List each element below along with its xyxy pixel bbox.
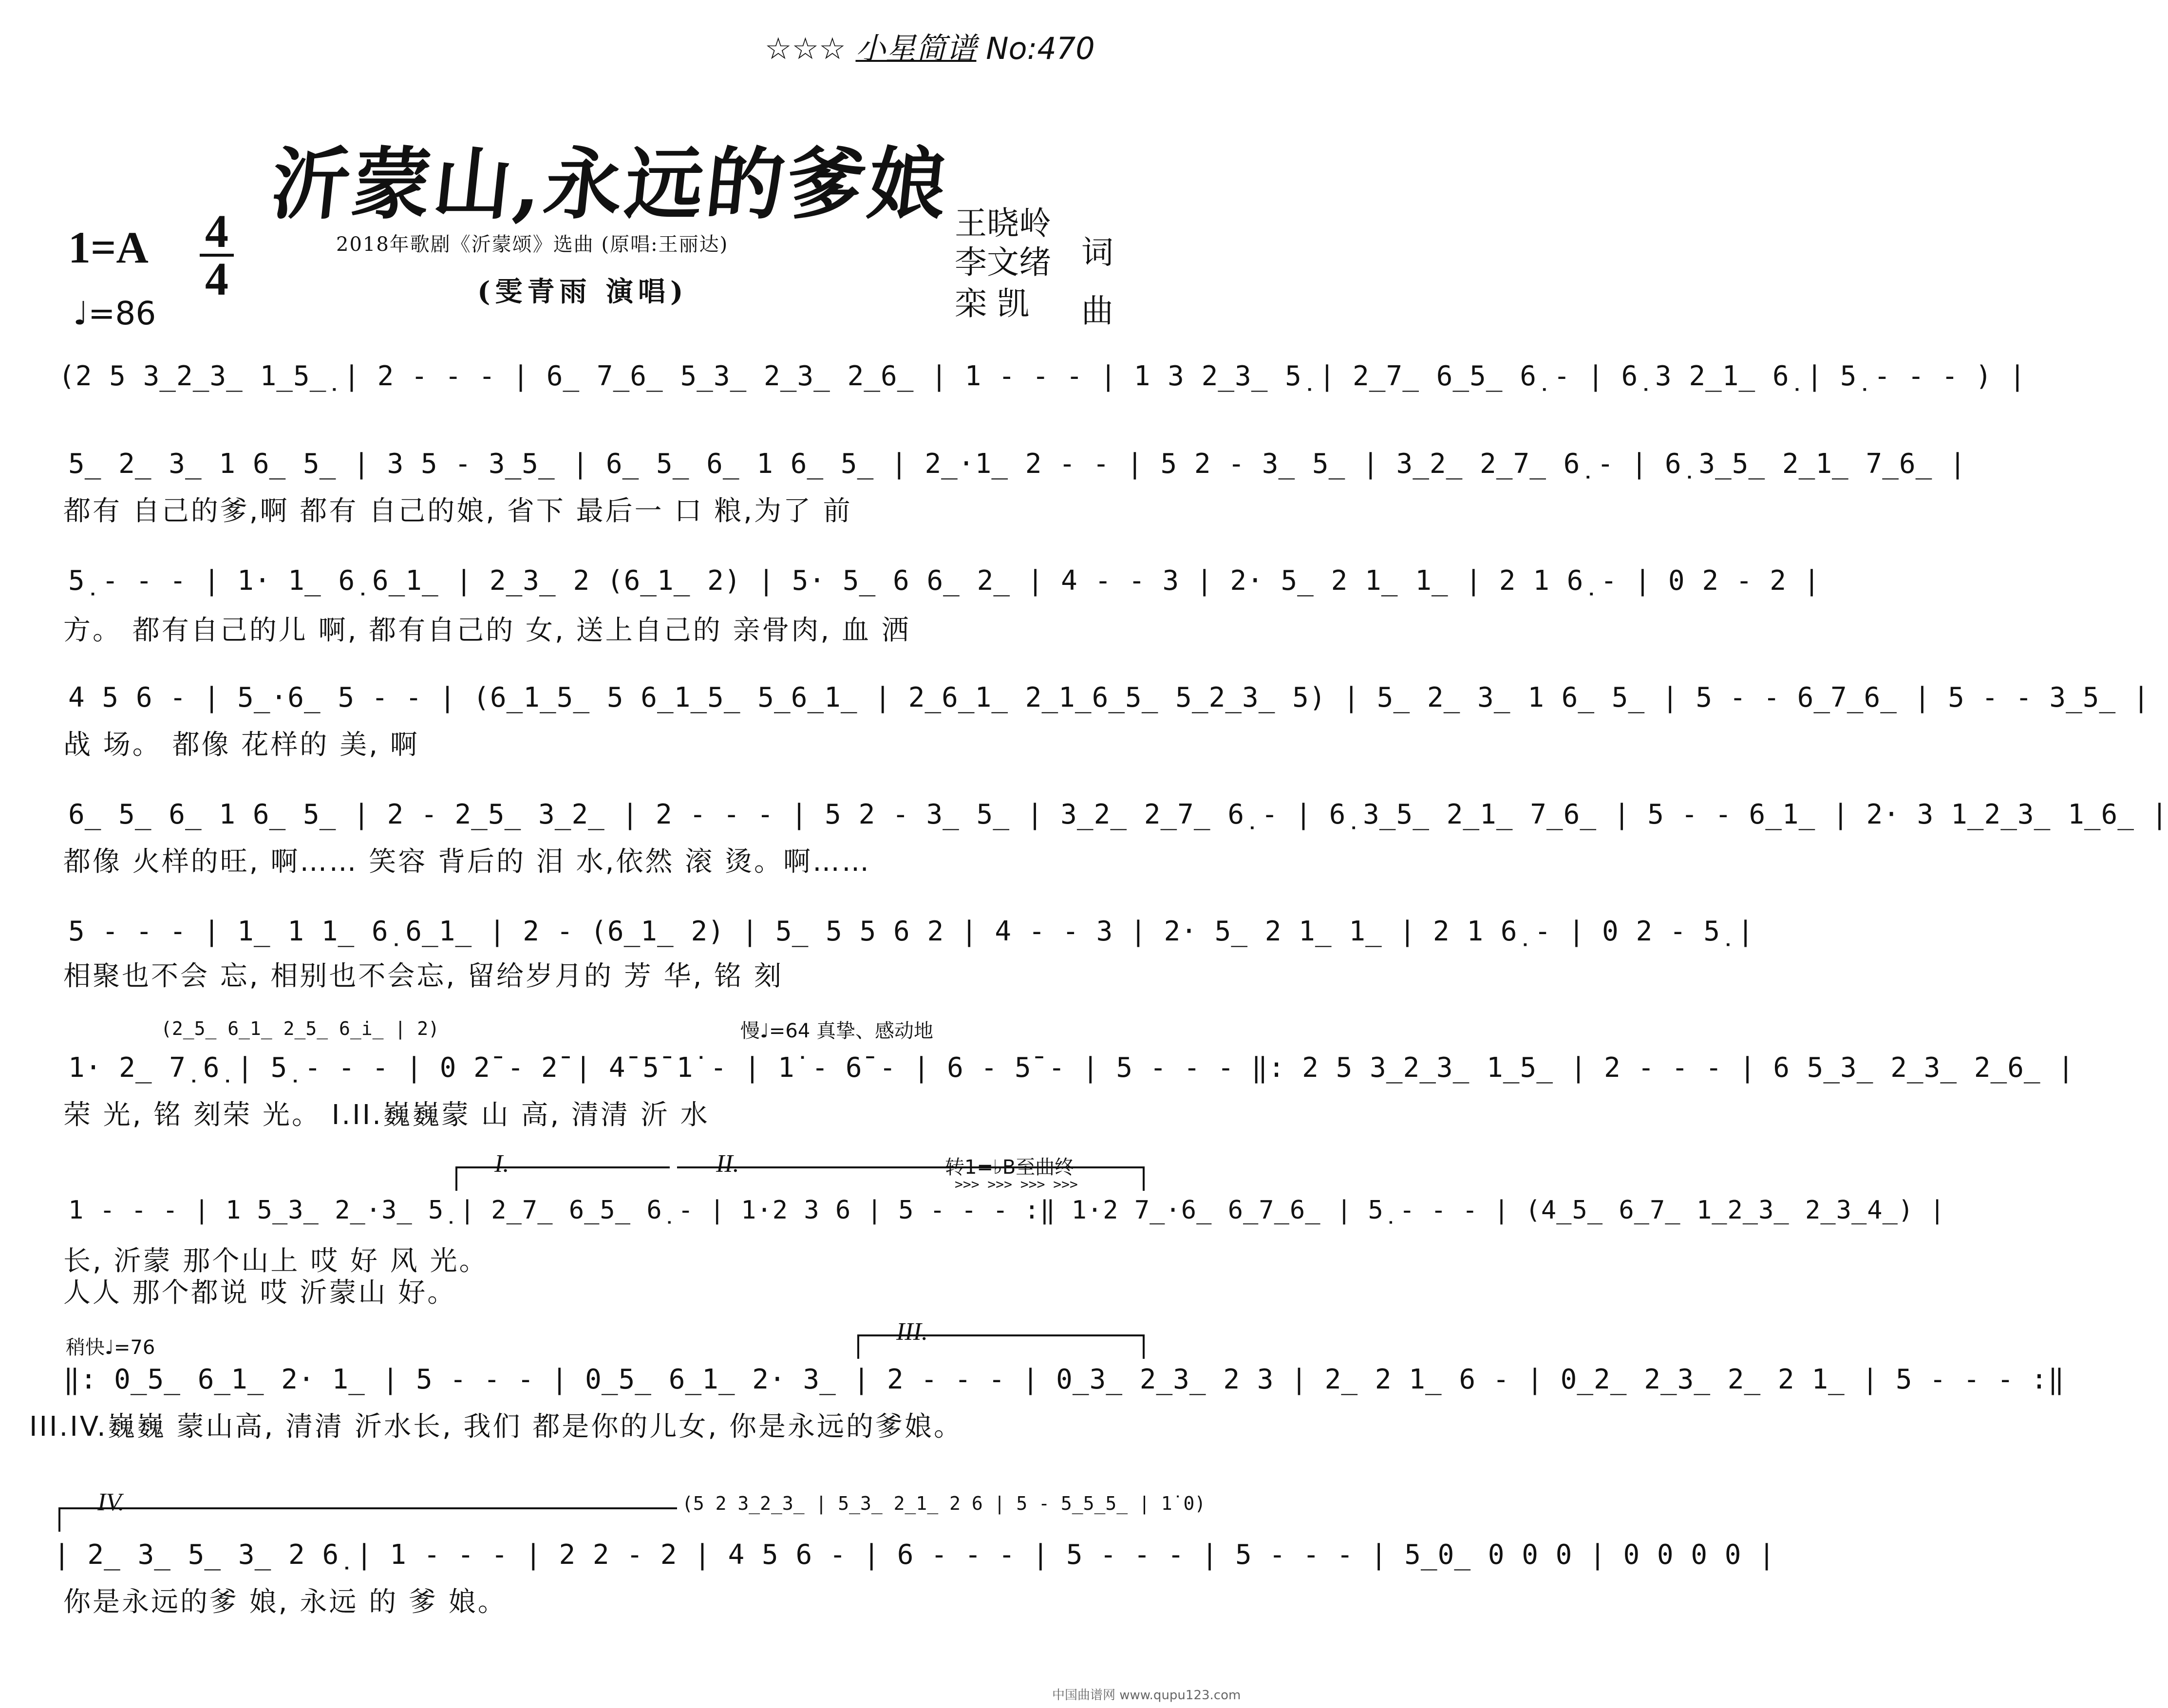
ending-label-3: III. xyxy=(896,1318,928,1346)
ending-bracket-4 xyxy=(58,1507,677,1509)
ending-bracket-1-start xyxy=(455,1166,457,1191)
lyric-line-10: 你是永远的爹 娘, 永远 的 爹 娘。 xyxy=(63,1586,507,1618)
lyric-line-3: 方。 都有自己的儿 啊, 都有自己的 女, 送上自己的 亲骨肉, 血 洒 xyxy=(63,615,911,646)
composer: 栾 凯 xyxy=(955,285,1029,322)
lyricist-role: 词 xyxy=(1081,234,1113,271)
brand-header xyxy=(765,24,1095,68)
ending-bracket-2 xyxy=(677,1166,1145,1168)
lyric-line-7: 荣 光, 铭 刻荣 光。 I.II.巍巍蒙 山 高, 清清 沂 水 xyxy=(63,1099,710,1131)
accent-marks: >>> >>> >>> >>> xyxy=(955,1176,1078,1192)
notation-line-8: 1 - - - | 1 5̲3̲ 2̲·3̲ 5̣ | 2̲7̲ 6̲5̲ 6̣ - | 1·2 3 6 | 5 - - - :‖ 1·2 7̲·6̲ 6̲7̲6̲ | 5̣ - - - | (4̲5̲ 6̲7̲ 1̲2̲3̲ 2̲3̲4̲) | xyxy=(68,1196,1945,1225)
lyric-line-8b: 人人 那个都说 哎 沂蒙山 好。 xyxy=(63,1277,457,1309)
lyric-line-8a: 长, 沂蒙 那个山上 哎 好 风 光。 xyxy=(63,1245,489,1277)
lyric-line-5: 都像 火样的旺, 啊…… 笑容 背后的 泪 水,依然 滚 烫。啊…… xyxy=(63,846,871,878)
lyric-line-9: III.IV.巍巍 蒙山高, 清清 沂水长, 我们 都是你的儿女, 你是永远的爹娘。 xyxy=(29,1411,963,1443)
ending-label-1: I. xyxy=(494,1150,509,1178)
ending-bracket-3-end xyxy=(1143,1334,1145,1359)
lyric-line-4: 战 场。 都像 花样的 美, 啊 xyxy=(63,729,419,761)
lyricist-1: 王晓岭 xyxy=(955,205,1051,242)
song-title: 沂蒙山,永远的爹娘 xyxy=(267,138,954,230)
modulation-marking: 转1=♭B至曲终 xyxy=(945,1156,1075,1179)
grace-note-group-10: (5 2 3̲2̲3̲ | 5̲3̲ 2̲1̲ 2 6 | 5 - 5̲5̲5̲ | 1̇ 0) xyxy=(682,1493,1206,1514)
lyric-line-6: 相聚也不会 忘, 相别也不会忘, 留给岁月的 芳 华, 铭 刻 xyxy=(63,960,784,992)
notation-line-1: (2 5 3̲2̲3̲ 1̲5̲̣ | 2 - - - | 6̲ 7̲6̲ 5̲3̲ 2̲3̲ 2̲6̲ | 1 - - - | 1 3 2̲3̲ 5̣ | 2̲7̲ 6̲5̲ 6̣ - | 6̣ 3 2̲1̲ 6̣ | 5̣ - - - ) | xyxy=(58,360,2026,392)
ending-bracket-1 xyxy=(455,1166,670,1168)
ending-bracket-2-end xyxy=(1143,1166,1145,1191)
score-number: No:470 xyxy=(986,31,1095,66)
key-signature: 1=A xyxy=(68,223,149,272)
notation-line-10: | 2̲ 3̲ 5̲ 3̲ 2 6̣ | 1 - - - | 2 2 - 2 | 4 5 6 - | 6 - - - | 5 - - - | 5 - - - | 5̲0̲ 0 0 0 | 0 0 0 0 | xyxy=(54,1539,1775,1571)
singer-credit: (雯青雨 演唱) xyxy=(477,276,688,308)
tempo-slow-marking: 慢♩=64 真挚、感动地 xyxy=(740,1020,933,1042)
notation-line-4: 4 5 6 - | 5̲·6̲ 5 - - | (6̲1̲5̲ 5 6̲1̲5̲ 5̲6̲1̲ | 2̲6̲1̲ 2̲1̲6̲5̲ 5̲2̲3̲ 5) | 5̲ 2̲ 3̲ 1 6̲ 5̲ | 5 - - 6̲7̲6̲ | 5 - - 3̲5̲ | xyxy=(68,682,2150,713)
notation-line-5: 6̲ 5̲ 6̲ 1 6̲ 5̲ | 2 - 2̲5̲ 3̲2̲ | 2 - - - | 5 2 - 3̲ 5̲ | 3̲2̲ 2̲7̲ 6̣ - | 6̣ 3̲5̲ 2̲1̲ 7̲6̲ | 5 - - 6̲1̲ | 2· 3 1̲2̲3̲ 1̲6̲ | xyxy=(68,799,2168,830)
ending-label-4: IV. xyxy=(97,1488,125,1516)
lyric-line-2: 都有 自己的爹,啊 都有 自己的娘, 省下 最后一 口 粮,为了 前 xyxy=(63,495,852,527)
tempo-fast-marking: 稍快♩=76 xyxy=(66,1336,155,1359)
notation-line-7: 1· 2̲ 7̣ 6̣ | 5̣ - - - | 0 2̄ - 2̄ | 4̄ 5̄ 1̇ - | 1̇ - 6̄ - | 6 - 5̄ - | 5 - - - ‖: 2 5 3̲2̲3̲ 1̲5̲ | 2 - - - | 6 5̲3̲ 2̲3̲ 2̲6̲ | xyxy=(68,1052,2075,1084)
notation-line-6: 5 - - - | 1̲ 1 1̲ 6̣ 6̲1̲ | 2 - (6̲1̲ 2) | 5̲ 5 5 6 2 | 4 - - 3 | 2· 5̲ 2 1̲ 1̲ | 2 1 6̣ - | 0 2 - 5̣ | xyxy=(68,916,1754,947)
notation-line-9: ‖: 0̲5̲ 6̲1̲ 2· 1̲ | 5 - - - | 0̲5̲ 6̲1̲ 2· 3̲ | 2 - - - | 0̲3̲ 2̲3̲ 2 3 | 2̲ 2 1̲ 6 - | 0̲2̲ 2̲3̲ 2̲ 2 1̲ | 5 - - - :‖ xyxy=(63,1364,2065,1395)
notation-line-3: 5̣ - - - | 1· 1̲ 6̣ 6̲1̲ | 2̲3̲ 2 (6̲1̲ 2) | 5· 5̲ 6 6̲ 2̲ | 4 - - 3 | 2· 5̲ 2 1̲ 1̲ | 2 1 6̣ - | 0 2 - 2 | xyxy=(68,565,1821,597)
tempo-marking: ♩=86 xyxy=(73,295,156,332)
star-icon: ☆☆☆ xyxy=(765,31,846,66)
ending-label-2: II. xyxy=(716,1150,739,1178)
song-subtitle: 2018年歌剧《沂蒙颂》选曲 (原唱:王丽达) xyxy=(336,233,729,256)
grace-note-group-7: (2̲5̲ 6̲1̲ 2̲5̲ 6̲i̲ | 2) xyxy=(161,1018,439,1039)
time-sig-bottom: 4 xyxy=(205,253,228,305)
time-signature xyxy=(200,205,234,305)
ending-bracket-3-start xyxy=(857,1334,859,1359)
brand-name: 小星简谱 xyxy=(855,31,977,66)
notation-line-2: 5̲ 2̲ 3̲ 1 6̲ 5̲ | 3 5 - 3̲5̲ | 6̲ 5̲ 6̲ 1 6̲ 5̲ | 2̲·1̲ 2 - - | 5 2 - 3̲ 5̲ | 3̲2̲ 2̲7̲ 6̣ - | 6̣ 3̲5̲ 2̲1̲ 7̲6̲ | xyxy=(68,448,1966,480)
site-watermark: 中国曲谱网 www.qupu123.com xyxy=(1052,1688,1241,1703)
time-sig-top: 4 xyxy=(205,205,228,257)
lyricist-2: 李文绪 xyxy=(955,244,1051,281)
ending-bracket-4-start xyxy=(58,1507,60,1532)
composer-role: 曲 xyxy=(1081,292,1113,330)
